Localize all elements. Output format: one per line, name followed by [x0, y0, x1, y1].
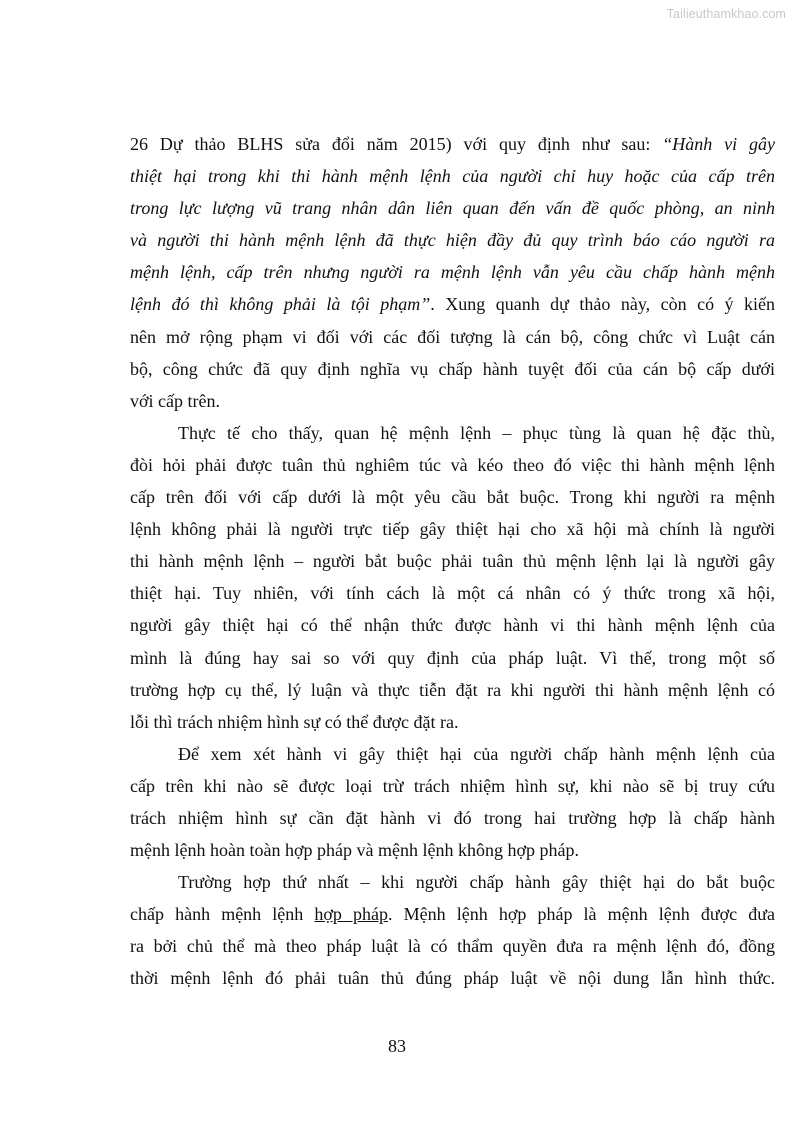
text-line: thiệt hại trong khi thi hành mệnh lệnh của người chỉ huy hoặc của cấp trên [130, 166, 775, 187]
text-line: thời mệnh lệnh đó phải tuân thủ đúng pháp luật về nội dung lẫn hình thức. [130, 968, 775, 989]
text-line: mệnh lệnh, cấp trên nhưng người ra mệnh lệnh vẫn yêu cầu chấp hành mệnh [130, 262, 775, 283]
text-line: thi hành mệnh lệnh – người bắt buộc phải tuân thủ mệnh lệnh lại là người gây [130, 551, 775, 572]
text-line [130, 288, 775, 320]
text-line: bộ, công chức đã quy định nghĩa vụ chấp hành tuyệt đối của cán bộ cấp dưới [130, 358, 775, 379]
text-line: với cấp trên. [130, 390, 220, 411]
text-run: . Mệnh lệnh hợp pháp là mệnh lệnh được đưa [388, 904, 775, 925]
text-line: mệnh lệnh hoàn toàn hợp pháp và mệnh lệnh không hợp pháp. [130, 840, 579, 861]
document-body [130, 128, 775, 995]
text-line: nên mở rộng phạm vi đối với các đối tượng là cán bộ, công chức vì Luật cán [130, 326, 775, 347]
text-line: Trường hợp thứ nhất – khi người chấp hành gây thiệt hại do bắt buộc [178, 872, 775, 893]
text-line: Để xem xét hành vi gây thiệt hại của người chấp hành mệnh lệnh của [178, 743, 775, 764]
text-line: ra bởi chủ thể mà theo pháp luật là có thẩm quyền đưa ra mệnh lệnh đó, đồng [130, 936, 775, 957]
page-number: 83 [388, 1036, 406, 1056]
text-run: 26 Dự thảo BLHS sửa đổi năm 2015) với quy định như sau: [130, 134, 663, 154]
text-line: trách nhiệm hình sự cần đặt hành vi đó trong hai trường hợp là chấp hành [130, 807, 775, 828]
text-line: mình là đúng hay sai so với quy định của pháp luật. Vì thế, trong một số [130, 647, 775, 668]
watermark: Tailieuthamkhao.com [666, 7, 786, 21]
text-line: và người thi hành mệnh lệnh đã thực hiện đầy đủ quy trình báo cáo người ra [130, 230, 775, 251]
underlined-term: hợp pháp [314, 904, 389, 925]
text-line: Thực tế cho thấy, quan hệ mệnh lệnh – phục tùng là quan hệ đặc thù, [178, 422, 775, 443]
text-line: trong lực lượng vũ trang nhân dân liên quan đến vấn đề quốc phòng, an ninh [130, 198, 775, 219]
text-line: đòi hỏi phải được tuân thủ nghiêm túc và kéo theo đó việc thi hành mệnh lệnh [130, 454, 775, 475]
text-line: cấp trên đối với cấp dưới là một yêu cầu bắt buộc. Trong khi người ra mệnh [130, 487, 775, 508]
paragraph [130, 417, 775, 738]
text-run: chấp hành mệnh lệnh [130, 904, 315, 925]
italic-quote: “Hành vi gây [662, 134, 775, 154]
text-line: lệnh không phải là người trực tiếp gây thiệt hại cho xã hội mà chính là người [130, 519, 775, 540]
text-line [130, 898, 775, 930]
text-line: thiệt hại. Tuy nhiên, với tính cách là một cá nhân có ý thức trong xã hội, [130, 583, 775, 604]
text-line: người gây thiệt hại có thể nhận thức được hành vi thi hành mệnh lệnh của [130, 615, 775, 636]
text-line: trường hợp cụ thể, lý luận và thực tiễn đặt ra khi người thi hành mệnh lệnh có [130, 679, 775, 700]
italic-quote: lệnh đó thì không phải là tội phạm” [130, 294, 431, 315]
paragraph [130, 738, 775, 866]
text-line: lỗi thì trách nhiệm hình sự có thể được đặt ra. [130, 711, 459, 732]
paragraph [130, 128, 775, 417]
paragraph [130, 866, 775, 994]
text-line: cấp trên khi nào sẽ được loại trừ trách nhiệm hình sự, khi nào sẽ bị truy cứu [130, 775, 775, 796]
text-line [130, 128, 775, 160]
text-run: . Xung quanh dự thảo này, còn có ý kiến [430, 294, 775, 315]
